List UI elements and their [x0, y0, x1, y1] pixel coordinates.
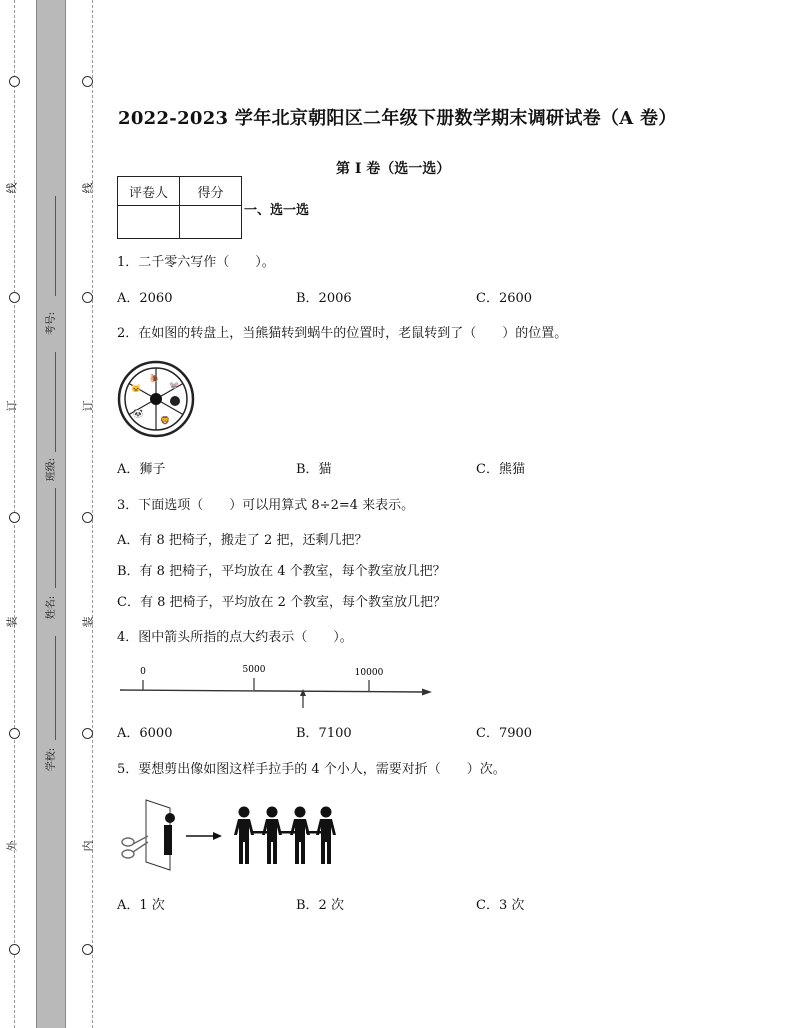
margin-mark-outer: 装 [5, 616, 19, 628]
q3-option-b[interactable]: B．有 8 把椅子，平均放在 4 个教室，每个教室放几把？ [117, 564, 446, 579]
spinner-wheel-figure [118, 361, 194, 439]
margin-mark-outer: 外 [5, 840, 19, 852]
svg-text:🦁: 🦁 [160, 416, 170, 425]
field-line [55, 352, 56, 452]
binding-hole [82, 512, 93, 523]
question-4: 4．图中箭头所指的点大约表示（ ）。 [117, 630, 353, 645]
question-1: 1．二千零六写作（ ）。 [117, 255, 275, 270]
binding-hole [9, 76, 20, 87]
number-line-tick-label: 0 [140, 667, 146, 677]
field-line [55, 636, 56, 740]
section-title: 第 I 卷（选一选） [336, 161, 451, 177]
margin-mark-inner: 订 [81, 400, 95, 412]
q5-option-b[interactable]: B．2 次 [296, 898, 344, 913]
svg-text:🐱: 🐱 [131, 384, 141, 393]
q5-option-c[interactable]: C．3 次 [476, 898, 525, 913]
q1-option-b[interactable]: B．2006 [296, 291, 352, 306]
score-cell-score [180, 206, 242, 239]
score-table [117, 176, 242, 239]
binding-hole [82, 76, 93, 87]
margin-mark-outer: 订 [5, 400, 19, 412]
question-5: 5．要想剪出像如图这样手拉手的 4 个小人，需要对折（ ）次。 [117, 762, 506, 777]
svg-text:🐌: 🐌 [149, 374, 159, 383]
margin-mark-outer: 线 [5, 182, 19, 194]
binding-hole [82, 292, 93, 303]
part-title: 一、选一选 [244, 203, 310, 218]
number-line-tick-label: 5000 [242, 665, 266, 675]
score-cell-grader [118, 206, 180, 239]
q3-option-c[interactable]: C．有 8 把椅子，平均放在 2 个教室，每个教室放几把？ [117, 595, 447, 610]
binding-hole [82, 944, 93, 955]
binding-strip [36, 0, 66, 1028]
paper-cutting-figure [118, 798, 338, 872]
number-line-figure [118, 662, 438, 710]
score-header-grader: 评卷人 [118, 177, 180, 206]
binding-hole [9, 292, 20, 303]
q4-option-c[interactable]: C．7900 [476, 726, 533, 741]
field-label-name: 姓名: [46, 595, 58, 620]
svg-text:🐼: 🐼 [133, 409, 143, 418]
field-label-school: 学校: [46, 747, 58, 772]
binding-hole [9, 944, 20, 955]
q1-option-a[interactable]: A．2060 [117, 291, 173, 306]
number-line-tick-label: 10000 [354, 668, 384, 678]
svg-text:🐭: 🐭 [169, 381, 179, 390]
field-line [55, 488, 56, 588]
field-line [55, 196, 56, 296]
q2-option-b[interactable]: B．猫 [296, 462, 332, 477]
q4-option-b[interactable]: B．7100 [296, 726, 352, 741]
four-people-icon [234, 807, 336, 865]
margin-mark-inner: 线 [81, 182, 95, 194]
margin-mark-inner: 装 [81, 616, 95, 628]
q3-option-a[interactable]: A．有 8 把椅子，搬走了 2 把，还剩几把？ [117, 533, 368, 548]
q4-option-a[interactable]: A．6000 [117, 726, 173, 741]
binding-hole [9, 512, 20, 523]
question-2: 2．在如图的转盘上，当熊猫转到蜗牛的位置时，老鼠转到了（ ）的位置。 [117, 326, 568, 341]
q2-option-a[interactable]: A．狮子 [117, 462, 166, 477]
question-3: 3．下面选项（ ）可以用算式 8÷2=4 来表示。 [117, 498, 415, 513]
q5-option-a[interactable]: A．1 次 [117, 898, 165, 913]
margin-mark-inner: 内 [81, 840, 95, 852]
q1-option-c[interactable]: C．2600 [476, 291, 533, 306]
q2-option-c[interactable]: C．熊猫 [476, 462, 525, 477]
scissors-icon [122, 836, 148, 858]
binding-hole [82, 728, 93, 739]
field-label-exam-number: 考号: [46, 311, 58, 336]
binding-hole [9, 728, 20, 739]
exam-title: 2022-2023 学年北京朝阳区二年级下册数学期末调研试卷（A 卷） [118, 108, 677, 129]
score-header-score: 得分 [180, 177, 242, 206]
field-label-class: 班级: [46, 457, 58, 482]
